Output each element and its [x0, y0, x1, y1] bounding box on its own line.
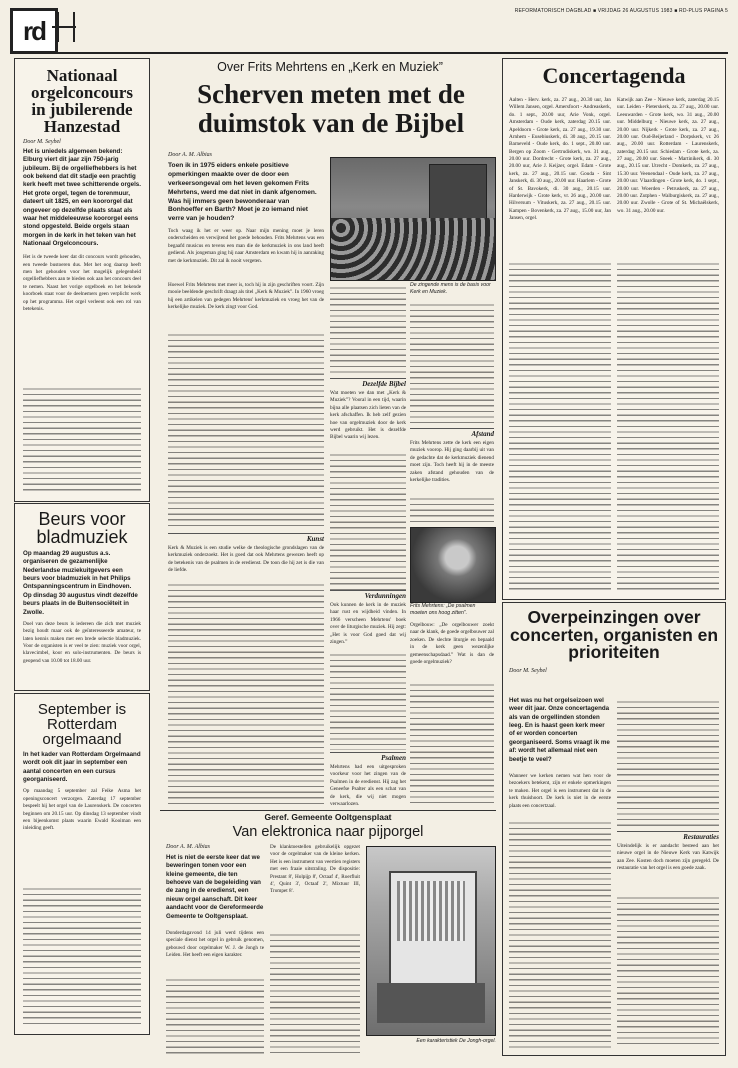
- overpeinzingen-section: [502, 602, 726, 1056]
- sub-verdunningen: Verdunningen: [330, 590, 406, 600]
- photo-mehrtens: [410, 527, 496, 603]
- september-body-fill: [23, 884, 141, 1024]
- main-body5: Frits Mehrtens zette de kerk een eigen muziek voorop. Hij ging daarbij uit van de gedachte dat de kerkmuziek dienend moet zijn. Toch heeft hij in de meeste zaken afstand gehouden van de kerkelijke tradities.: [410, 440, 494, 483]
- main-headline: Scherven meten met de duimstok van de Bijbel: [197, 79, 465, 139]
- photo-mehrtens-caption: Frits Mehrtens: „De psalmen moeten ons hoog zitten”.: [410, 603, 476, 616]
- elektronica-byline: Door A. M. Albias: [166, 844, 210, 850]
- main-col2-fill-a: [330, 283, 406, 375]
- september-title: September is Rotterdam orgelmaand: [37, 701, 127, 748]
- main-body6: Orgelbouw: „De orgelbouwer zoekt naar de klank, de goede orgelbouwer zal zoeken. De slechte liturgie en bepaald in de kerk geen wezenlijke gemeenschapsdaad.” Wat is dan de goede orgelmuziek?: [410, 622, 494, 665]
- overpeinzingen-title: Overpeinzingen over concerten, organisten en prioriteiten: [509, 607, 719, 662]
- nationaal-body-fill: [23, 384, 141, 494]
- logo-crossbar: [52, 26, 76, 28]
- rd-logo: [10, 8, 58, 54]
- beurs-title: Beurs voor bladmuziek: [36, 509, 128, 547]
- elektronica-rule: [160, 810, 496, 811]
- top-rule: [10, 52, 728, 54]
- photo-organ: [366, 846, 496, 1036]
- main-col1-fill-b: [168, 580, 324, 805]
- concertagenda-right-fill: [617, 259, 719, 591]
- overpeinzingen-body2: Uiteindelijk is er aandacht besteed aan het nieuwe orgel in de Nieuwe Kerk van Katwijk aan Zee. Kosten doch moeten zijn geregeld. De restauratie van het orgel is een goede zaak.: [617, 843, 719, 872]
- main-body7: Ook kunnen de kerk in de muziek haar rust en wijdheid vinden. In 1966 verscheen Mehrtens' boek over de liturgische muziek. Hij zegt: „Het is voor God goed dat wij zingen.”: [330, 602, 406, 645]
- sub-restauraties: Restauraties: [617, 831, 719, 841]
- sidebar-september: [14, 693, 150, 1035]
- overpeinzingen-byline: Door M. Seybel: [509, 667, 547, 674]
- elektronica-col1-fill: [166, 975, 264, 1055]
- photo-organ-caption: Een karakteristiek De Jongh-orgel.: [416, 1038, 496, 1044]
- main-body2: Hoewel Frits Mehrtens met meer is, toch hij in zijn geschriften voort. Zijn mooie beeldende geschrift draagt als titel „Kerk & Muziek”. In 1960 vroeg hij een artikelen van gedegen Mehrtens' kerkmuziek en vroeg het van de kerkelijke muziek. De kerk zingt voor God.: [168, 282, 324, 311]
- photo-choir-organ: [429, 164, 487, 226]
- september-body: Op maandag 5 september zal Feike Asma het openingsconcert verzorgen. Zaterdag 17 september bespeelt hij het orgel van de Laurenskerk. De concerten beginnen om 20.15 uur. Op dinsdag 13 september vindt een bijeenkomst plaats waarin Ewald Kooiman een inleiding geeft.: [23, 788, 141, 832]
- photo-choir: [330, 157, 496, 281]
- sidebar-beurs: [14, 503, 150, 691]
- concertagenda-right: Katwijk aan Zee - Nieuwe kerk, zaterdag 20.15 uur. Leiden - Pieterskerk, za. 27 aug., 20.00 uur. Leeuwarden - Grote kerk, wo. 31 aug., 20.00 uur. Middelburg - Nieuwe kerk, za. 27 aug., 20.00 uur. Nijkerk - Grote kerk, za. 27 aug., 20.00 uur. Oud-Beijerland - Dorpskerk, vr. 26 aug., 20.00 uur. Rotterdam - Laurenskerk, zaterdag 20.15 uur. Schiedam - Grote kerk, za. 27 aug., 20.00 uur. Sneek - Martinikerk, di. 30 aug., 20.15 uur. Utrecht - Domkerk, za. 27 aug., 15.30 uur. Veenendaal - Oude kerk, za. 27 aug., 20.00 uur. Vlaardingen - Grote kerk, do. 1 sept., 20.00 uur. Woerden - Petruskerk, za. 27 aug., 20.00 uur. Zutphen - Walburgiskerk, za. 27 aug., 20.00 uur. Zwolle - Grote of St. Michaëlskerk, wo. 31 aug., 20.00 uur.: [617, 97, 719, 214]
- nationaal-title: Nationaal orgelconcours in jubilerende Hanzestad: [31, 66, 133, 136]
- sidebar-nationaal: [14, 58, 150, 502]
- sub-dezelfde: Dezelfde Bijbel: [330, 378, 406, 388]
- main-body1: Toch waag ik het er weer op. Naar mijn mening moet je leren onderscheiden en verwijtend het goede behouden. Frits Mehrtens was een begaafd musicus en tevens een man die de kerkmuziek in ons land heeft gediend. Als jongeman ging hij naar Amsterdam en kwam hij in aanraking met de kerkmuziek. Dit zal ik nooit vergeten.: [168, 228, 324, 264]
- main-body3: Kerk & Muziek is een studie welke de theologische grondslagen van de kerkmuziek onderzoekt. Het is goed dat ook Mehrtens gewezen heeft op de betekenis van de psalmen in de eredienst. De toon die hij zet is die van de liefde.: [168, 545, 324, 574]
- running-head: REFORMATORISCH DAGBLAD ■ VRIJDAG 26 AUGUSTUS 1983 ■ RD-PLUS PAGINA 5: [514, 8, 728, 14]
- overpeinzingen-right-fill-b: [617, 893, 719, 1048]
- september-lead: In het kader van Rotterdam Orgelmaand wordt ook dit jaar in september een aantal concerten en een cursus georganiseerd.: [23, 751, 141, 784]
- sub-afstand: Afstand: [410, 428, 494, 438]
- overpeinzingen-left-fill: [509, 818, 611, 1048]
- nationaal-lead: Het is uniedels algemeen bekend: Elburg viert dit jaar zijn 750-jarig jubileum. Bij de orgelliefhebbers is het ook bekend dat dit stadje een prachtig kerk heeft met twee schitterende orgels. Het grote orgel, tegen de torenmuur, dateert uit 1825, en een koororgel dat ongeveer op dezelfde plaats staat als waar het middeleeuwse koororgel eens stond opgesteld. Beide orgels staan morgen in de kerk in het teken van het Nationaal Orgelconcours.: [23, 148, 141, 247]
- main-col3-fill-c: [410, 680, 494, 805]
- elektronica-headline: Van elektronica naar pijporgel: [232, 824, 424, 840]
- elektronica-body2: De klanktoestellen gebruikelijk opgezet voor de orgelmaker van de kleine kerken. Het is een instrument van veertien registers met een fraaie uitstraling. De dispositie: Prestant 8', Holpijp 8', Octaaf 4', Roerfluit 4', Quint 3', Octaaf 2', Mixtuur III, Trompet 8'.: [270, 844, 360, 895]
- concertagenda-box: [502, 58, 726, 600]
- photo-organ-pipes: [397, 881, 465, 941]
- overpeinzingen-right-fill-a: [617, 697, 719, 827]
- beurs-lead: Op maandag 29 augustus a.s. organiseren de gezamenlijke Nederlandse muziekuitgevers een beurs voor bladmuziek in het Philips Ontspanningscentrum in Eindhoven. Op dinsdag 30 augustus vindt dezelfde beurs plaats in de Buitensociëteit in Zwolle.: [23, 550, 138, 616]
- main-col1-fill-a: [168, 330, 324, 530]
- main-body4: Wat moeten we dan met „Kerk & Muziek”? Vooral in een tijd, waarin bijna alle plaatsen zich lieten van de kerk afschaffen. Ik heb zelf gezien hoe van orgelmuziek door de kerk werd gebruikt. Het is dezelfde Bijbel waarin wij lezen.: [330, 390, 406, 441]
- concertagenda-title: Concertagenda: [542, 63, 686, 88]
- concertagenda-left-fill: [509, 259, 611, 591]
- sub-kunst: Kunst: [168, 533, 324, 543]
- nationaal-byline: Door M. Seybel: [23, 139, 61, 145]
- concertagenda-left: Aalten - Herv. kerk, za. 27 aug., 20.30 uur, Jan Willem Jansen, orgel. Amersfoort - Andreaskerk, do. 1 sept., 20.00 uur, Arie Vonk, orgel. Amsterdam - Oude kerk, zaterdag 20.15 uur. Apeldoorn - Grote kerk, za. 27 aug., 19.30 uur. Arnhem - Eusebiuskerk, di. 30 aug., 20.15 uur. Barneveld - Oude kerk, do. 1 sept., 20.00 uur. Bergen op Zoom - Gertrudiskerk, wo. 31 aug., 20.00 uur. Dordrecht - Grote kerk, za. 27 aug., 20.00 uur, Arie J. Keijzer, orgel. Edam - Grote kerk, za. 27 aug., 20.15 uur. Gouda - Sint Janskerk, di. 30 aug., 20.00 uur. Haarlem - Grote of St. Bavokerk, di. 30 aug., 20.15 uur. Harderwijk - Grote kerk, vr. 26 aug., 20.00 uur. Hilversum - Vituskerk, za. 27 aug., 20.15 uur. Kampen - Bovenkerk, za. 27 aug., 15.00 uur, Jan Jansen, orgel.: [509, 97, 611, 221]
- photo-choir-people: [331, 218, 495, 280]
- overpeinzingen-lead: Het was nu het orgelseizoen wel weer dit jaar. Onze concertagenda als van de orgellinden stonden leeg. En is haast geen kerk meer of er worden concerten georganiseerd. Soms vraagt ik me af: wordt het allemaal niet een beetje te veel?: [509, 697, 610, 763]
- elektronica-col2-fill: [270, 930, 360, 1055]
- elektronica-kicker: Geref. Gemeente Ooltgensplaat: [264, 812, 392, 822]
- main-byline: Door A. M. Albias: [168, 152, 212, 158]
- main-col3-fill-b: [410, 494, 494, 524]
- main-col2-fill-b: [330, 450, 406, 590]
- photo-choir-caption: De zingende mens is de basis voor Kerk en Muziek.: [410, 282, 491, 295]
- elektronica-body1: Donderdagavond 14 juli werd tijdens een speciale dienst het orgel in gebruik genomen, gebouwd door orgelmaker W. J. de Jongh te Leiden. Het heeft een eigen karakter.: [166, 930, 264, 959]
- main-body8: Mehrtens had een uitgesproken voorkeur voor het zingen van de Psalmen in de eredienst. Hij zag het Geneefse Psalter als een schat van de kerk, die wij niet mogen verwaarlozen.: [330, 764, 406, 807]
- main-lead: Toen ik in 1975 eiders enkele positieve opmerkingen maakte over de door een verkeersongeval om het leven gekomen Frits Mehrtens, werd me dat niet in dank afgenomen. Was hij immers geen bewonderaar van Bonhoeffer en Barth? Moet je zo iemand niet verre van je houden?: [168, 162, 317, 223]
- logo-text: rd: [23, 15, 45, 46]
- main-col2-fill-c: [330, 650, 406, 750]
- photo-organ-base: [377, 983, 485, 1023]
- sub-psalmen: Psalmen: [330, 752, 406, 762]
- main-col3-fill-a: [410, 300, 494, 425]
- nationaal-body: Het is de tweede keer dat dit concours wordt gehouden, een tweede bustoeren dus. Met het oog daarop heeft men het gehouden voor het mogelijk gelegenheid orgelliefhebbers aan te bieden ook aan het concours deel te nemen. Naast het vorige orgelboek en het bekende koorboek staat voor de deelnemers geen verplicht werk op het programma. Het orgel verleent ook een rol van betekenis.: [23, 254, 141, 312]
- main-kicker: Over Frits Mehrtens en „Kerk en Muziek”: [217, 60, 443, 74]
- elektronica-lead: Het is niet de eerste keer dat we beweringen tonen voor een kleine gemeente, die ten behoeve van de begeleiding van de zang in de eredienst, een nieuw orgel aanschaft. Dit keer aandacht voor de Gereformeerde Gemeente te Ooltgensplaat.: [166, 854, 264, 920]
- overpeinzingen-body: Wanneer we kerken nemen wat hen voor de bezoekers betekent, zijn er enkele opmerkingen te maken. Het orgel is een instrument dat in de kerk thuishoort. De kerk is niet in de eerste plaats een concertzaal.: [509, 773, 611, 809]
- beurs-body: Doel van deze beurs is iedereen die zich met muziek bezig houdt maar ook de geïnteresseerde amateur, te laten kennis maken met een brede selectie bladmuziek. Voor de organisten is er veel te zien: muziek voor orgel, klavecimbel, koor en solo-instrumenten. De beurs is geopend van 10.00 tot 18.00 uur.: [23, 620, 141, 664]
